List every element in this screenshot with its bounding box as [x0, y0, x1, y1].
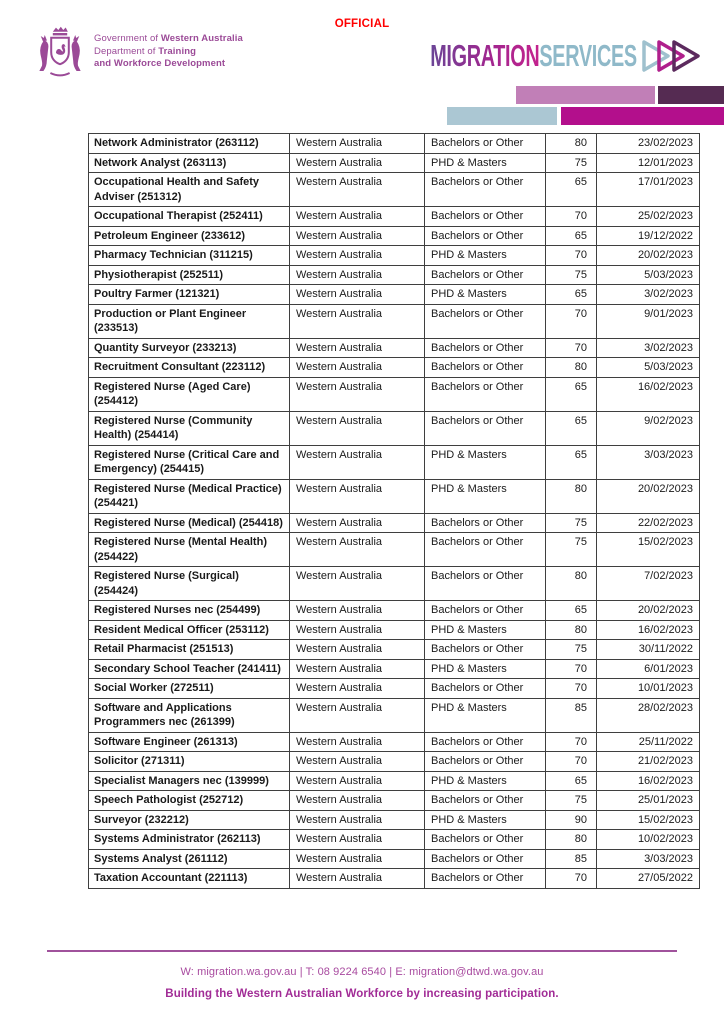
state-cell: Western Australia — [290, 173, 425, 207]
table-row — [89, 567, 700, 601]
occupation-cell: Solicitor (271311) — [89, 752, 290, 772]
occupation-cell: Registered Nurse (Aged Care) (254412) — [89, 377, 290, 411]
state-cell: Western Australia — [290, 771, 425, 791]
occupation-cell: Software Engineer (261313) — [89, 732, 290, 752]
qualification-cell: PHD & Masters — [425, 810, 546, 830]
qualification-cell: PHD & Masters — [425, 620, 546, 640]
gov-logo-line2: Department of Training — [94, 45, 196, 57]
qualification-cell: PHD & Masters — [425, 659, 546, 679]
qualification-cell: Bachelors or Other — [425, 533, 546, 567]
occupation-cell: Registered Nurses nec (254499) — [89, 601, 290, 621]
points-cell: 65 — [546, 285, 597, 305]
qualification-cell: Bachelors or Other — [425, 640, 546, 660]
state-cell: Western Australia — [290, 869, 425, 889]
points-cell: 70 — [546, 246, 597, 266]
occupation-cell: Software and Applications Programmers nec (261399) — [89, 698, 290, 732]
table-row — [89, 679, 700, 699]
points-cell: 65 — [546, 377, 597, 411]
table-row — [89, 207, 700, 227]
state-cell: Western Australia — [290, 513, 425, 533]
date-cell: 21/02/2023 — [597, 752, 700, 772]
header-bar-magenta — [561, 107, 724, 125]
state-cell: Western Australia — [290, 533, 425, 567]
date-cell: 10/02/2023 — [597, 830, 700, 850]
migration-services-logo — [314, 38, 703, 74]
qualification-cell: Bachelors or Other — [425, 265, 546, 285]
brand-word-services: SERVICES — [539, 38, 637, 73]
state-cell: Western Australia — [290, 445, 425, 479]
date-cell: 3/02/2023 — [597, 285, 700, 305]
triple-chevron-icon — [641, 38, 703, 74]
points-cell: 75 — [546, 640, 597, 660]
gov-logo-text — [94, 33, 243, 71]
qualification-cell: Bachelors or Other — [425, 338, 546, 358]
table-row — [89, 601, 700, 621]
qualification-cell: Bachelors or Other — [425, 134, 546, 154]
table-row — [89, 533, 700, 567]
state-cell: Western Australia — [290, 567, 425, 601]
points-cell: 70 — [546, 679, 597, 699]
date-cell: 16/02/2023 — [597, 771, 700, 791]
occupation-cell: Pharmacy Technician (311215) — [89, 246, 290, 266]
points-cell: 80 — [546, 479, 597, 513]
qualification-cell: Bachelors or Other — [425, 226, 546, 246]
occupation-cell: Social Worker (272511) — [89, 679, 290, 699]
points-cell: 65 — [546, 445, 597, 479]
state-cell: Western Australia — [290, 698, 425, 732]
occupation-cell: Poultry Farmer (121321) — [89, 285, 290, 305]
state-cell: Western Australia — [290, 830, 425, 850]
occupation-cell: Production or Plant Engineer (233513) — [89, 304, 290, 338]
date-cell: 25/11/2022 — [597, 732, 700, 752]
date-cell: 5/03/2023 — [597, 265, 700, 285]
table-row — [89, 445, 700, 479]
qualification-cell: PHD & Masters — [425, 771, 546, 791]
occupation-cell: Network Analyst (263113) — [89, 153, 290, 173]
table-row — [89, 752, 700, 772]
date-cell: 16/02/2023 — [597, 377, 700, 411]
date-cell: 5/03/2023 — [597, 358, 700, 378]
qualification-cell: Bachelors or Other — [425, 601, 546, 621]
state-cell: Western Australia — [290, 752, 425, 772]
date-cell: 27/05/2022 — [597, 869, 700, 889]
table-row — [89, 338, 700, 358]
date-cell: 12/01/2023 — [597, 153, 700, 173]
qualification-cell: Bachelors or Other — [425, 849, 546, 869]
qualification-cell: Bachelors or Other — [425, 411, 546, 445]
date-cell: 3/02/2023 — [597, 338, 700, 358]
points-cell: 70 — [546, 659, 597, 679]
state-cell: Western Australia — [290, 304, 425, 338]
points-cell: 65 — [546, 771, 597, 791]
state-cell: Western Australia — [290, 226, 425, 246]
occupation-cell: Taxation Accountant (221113) — [89, 869, 290, 889]
points-cell: 90 — [546, 810, 597, 830]
date-cell: 15/02/2023 — [597, 533, 700, 567]
occupation-cell: Physiotherapist (252511) — [89, 265, 290, 285]
points-cell: 75 — [546, 265, 597, 285]
date-cell: 9/02/2023 — [597, 411, 700, 445]
state-cell: Western Australia — [290, 285, 425, 305]
gov-logo-line1: Government of Western Australia — [94, 33, 243, 44]
table-row — [89, 791, 700, 811]
date-cell: 16/02/2023 — [597, 620, 700, 640]
occupation-table-body — [89, 134, 700, 889]
occupation-cell: Registered Nurse (Critical Care and Emergency) (254415) — [89, 445, 290, 479]
points-cell: 85 — [546, 849, 597, 869]
qualification-cell: Bachelors or Other — [425, 791, 546, 811]
table-row — [89, 304, 700, 338]
points-cell: 70 — [546, 207, 597, 227]
qualification-cell: Bachelors or Other — [425, 732, 546, 752]
qualification-cell: Bachelors or Other — [425, 567, 546, 601]
occupation-cell: Petroleum Engineer (233612) — [89, 226, 290, 246]
points-cell: 75 — [546, 791, 597, 811]
points-cell: 70 — [546, 338, 597, 358]
brand-word-migration: MIGRATION — [430, 38, 540, 73]
occupation-cell: Occupational Health and Safety Adviser (251312) — [89, 173, 290, 207]
footer-divider — [47, 950, 677, 952]
table-row — [89, 869, 700, 889]
state-cell: Western Australia — [290, 479, 425, 513]
points-cell: 80 — [546, 134, 597, 154]
table-row — [89, 226, 700, 246]
occupation-cell: Registered Nurse (Medical) (254418) — [89, 513, 290, 533]
date-cell: 7/02/2023 — [597, 567, 700, 601]
points-cell: 70 — [546, 732, 597, 752]
qualification-cell: PHD & Masters — [425, 285, 546, 305]
state-cell: Western Australia — [290, 659, 425, 679]
footer-contact-line: W: migration.wa.gov.au | T: 08 9224 6540 | E: migration@dtwd.wa.gov.au — [180, 966, 544, 978]
occupation-cell: Registered Nurse (Mental Health) (254422) — [89, 533, 290, 567]
state-cell: Western Australia — [290, 338, 425, 358]
qualification-cell: Bachelors or Other — [425, 752, 546, 772]
points-cell: 65 — [546, 411, 597, 445]
state-cell: Western Australia — [290, 601, 425, 621]
table-row — [89, 265, 700, 285]
table-row — [89, 153, 700, 173]
state-cell: Western Australia — [290, 640, 425, 660]
date-cell: 10/01/2023 — [597, 679, 700, 699]
date-cell: 25/02/2023 — [597, 207, 700, 227]
date-cell: 20/02/2023 — [597, 246, 700, 266]
table-row — [89, 620, 700, 640]
points-cell: 70 — [546, 869, 597, 889]
date-cell: 20/02/2023 — [597, 479, 700, 513]
brand-wordmark — [430, 38, 637, 74]
points-cell: 80 — [546, 358, 597, 378]
date-cell: 23/02/2023 — [597, 134, 700, 154]
table-row — [89, 377, 700, 411]
date-cell: 30/11/2022 — [597, 640, 700, 660]
official-classification-label: OFFICIAL — [334, 18, 390, 30]
state-cell: Western Australia — [290, 732, 425, 752]
date-cell: 22/02/2023 — [597, 513, 700, 533]
qualification-cell: Bachelors or Other — [425, 830, 546, 850]
table-row — [89, 771, 700, 791]
points-cell: 75 — [546, 153, 597, 173]
points-cell: 80 — [546, 567, 597, 601]
footer-slogan: Building the Western Australian Workforce by increasing participation. — [165, 988, 559, 1000]
occupation-cell: Speech Pathologist (252712) — [89, 791, 290, 811]
points-cell: 70 — [546, 752, 597, 772]
table-row — [89, 246, 700, 266]
state-cell: Western Australia — [290, 377, 425, 411]
state-cell: Western Australia — [290, 358, 425, 378]
occupation-cell: Retail Pharmacist (251513) — [89, 640, 290, 660]
occupation-cell: Specialist Managers nec (139999) — [89, 771, 290, 791]
points-cell: 70 — [546, 304, 597, 338]
qualification-cell: Bachelors or Other — [425, 304, 546, 338]
qualification-cell: Bachelors or Other — [425, 679, 546, 699]
qualification-cell: PHD & Masters — [425, 698, 546, 732]
qualification-cell: PHD & Masters — [425, 445, 546, 479]
table-row — [89, 358, 700, 378]
state-cell: Western Australia — [290, 620, 425, 640]
gov-logo-line3: and Workforce Development — [94, 58, 226, 69]
state-cell: Western Australia — [290, 849, 425, 869]
occupation-cell: Network Administrator (263112) — [89, 134, 290, 154]
date-cell: 3/03/2023 — [597, 849, 700, 869]
table-row — [89, 173, 700, 207]
qualification-cell: Bachelors or Other — [425, 869, 546, 889]
points-cell: 75 — [546, 513, 597, 533]
header-bar-mauve — [516, 86, 655, 104]
date-cell: 3/03/2023 — [597, 445, 700, 479]
occupation-cell: Surveyor (232212) — [89, 810, 290, 830]
state-cell: Western Australia — [290, 791, 425, 811]
qualification-cell: Bachelors or Other — [425, 513, 546, 533]
points-cell: 80 — [546, 620, 597, 640]
qualification-cell: Bachelors or Other — [425, 377, 546, 411]
state-cell: Western Australia — [290, 679, 425, 699]
table-row — [89, 479, 700, 513]
state-cell: Western Australia — [290, 246, 425, 266]
wa-coat-of-arms-icon — [36, 25, 84, 81]
points-cell: 75 — [546, 533, 597, 567]
table-row — [89, 849, 700, 869]
date-cell: 9/01/2023 — [597, 304, 700, 338]
state-cell: Western Australia — [290, 207, 425, 227]
table-row — [89, 513, 700, 533]
table-row — [89, 134, 700, 154]
table-row — [89, 830, 700, 850]
occupation-cell: Quantity Surveyor (233213) — [89, 338, 290, 358]
qualification-cell: Bachelors or Other — [425, 207, 546, 227]
header-bar-dark-purple — [658, 86, 724, 104]
qualification-cell: PHD & Masters — [425, 479, 546, 513]
qualification-cell: Bachelors or Other — [425, 173, 546, 207]
state-cell: Western Australia — [290, 134, 425, 154]
table-row — [89, 285, 700, 305]
qualification-cell: PHD & Masters — [425, 153, 546, 173]
table-row — [89, 659, 700, 679]
date-cell: 28/02/2023 — [597, 698, 700, 732]
occupation-cell: Occupational Therapist (252411) — [89, 207, 290, 227]
date-cell: 17/01/2023 — [597, 173, 700, 207]
header-bar-light-blue — [447, 107, 557, 125]
state-cell: Western Australia — [290, 265, 425, 285]
occupation-cell: Recruitment Consultant (223112) — [89, 358, 290, 378]
qualification-cell: Bachelors or Other — [425, 358, 546, 378]
table-row — [89, 411, 700, 445]
date-cell: 6/01/2023 — [597, 659, 700, 679]
date-cell: 20/02/2023 — [597, 601, 700, 621]
occupation-cell: Systems Analyst (261112) — [89, 849, 290, 869]
occupation-table — [88, 133, 700, 889]
state-cell: Western Australia — [290, 810, 425, 830]
date-cell: 19/12/2022 — [597, 226, 700, 246]
occupation-cell: Systems Administrator (262113) — [89, 830, 290, 850]
points-cell: 65 — [546, 173, 597, 207]
state-cell: Western Australia — [290, 411, 425, 445]
qualification-cell: PHD & Masters — [425, 246, 546, 266]
date-cell: 25/01/2023 — [597, 791, 700, 811]
points-cell: 65 — [546, 226, 597, 246]
points-cell: 80 — [546, 830, 597, 850]
table-row — [89, 640, 700, 660]
state-cell: Western Australia — [290, 153, 425, 173]
date-cell: 15/02/2023 — [597, 810, 700, 830]
occupation-cell: Resident Medical Officer (253112) — [89, 620, 290, 640]
table-row — [89, 810, 700, 830]
occupation-cell: Registered Nurse (Community Health) (254414) — [89, 411, 290, 445]
occupation-cell: Registered Nurse (Medical Practice) (254421) — [89, 479, 290, 513]
occupation-cell: Secondary School Teacher (241411) — [89, 659, 290, 679]
points-cell: 85 — [546, 698, 597, 732]
occupation-cell: Registered Nurse (Surgical) (254424) — [89, 567, 290, 601]
table-row — [89, 732, 700, 752]
points-cell: 65 — [546, 601, 597, 621]
table-row — [89, 698, 700, 732]
